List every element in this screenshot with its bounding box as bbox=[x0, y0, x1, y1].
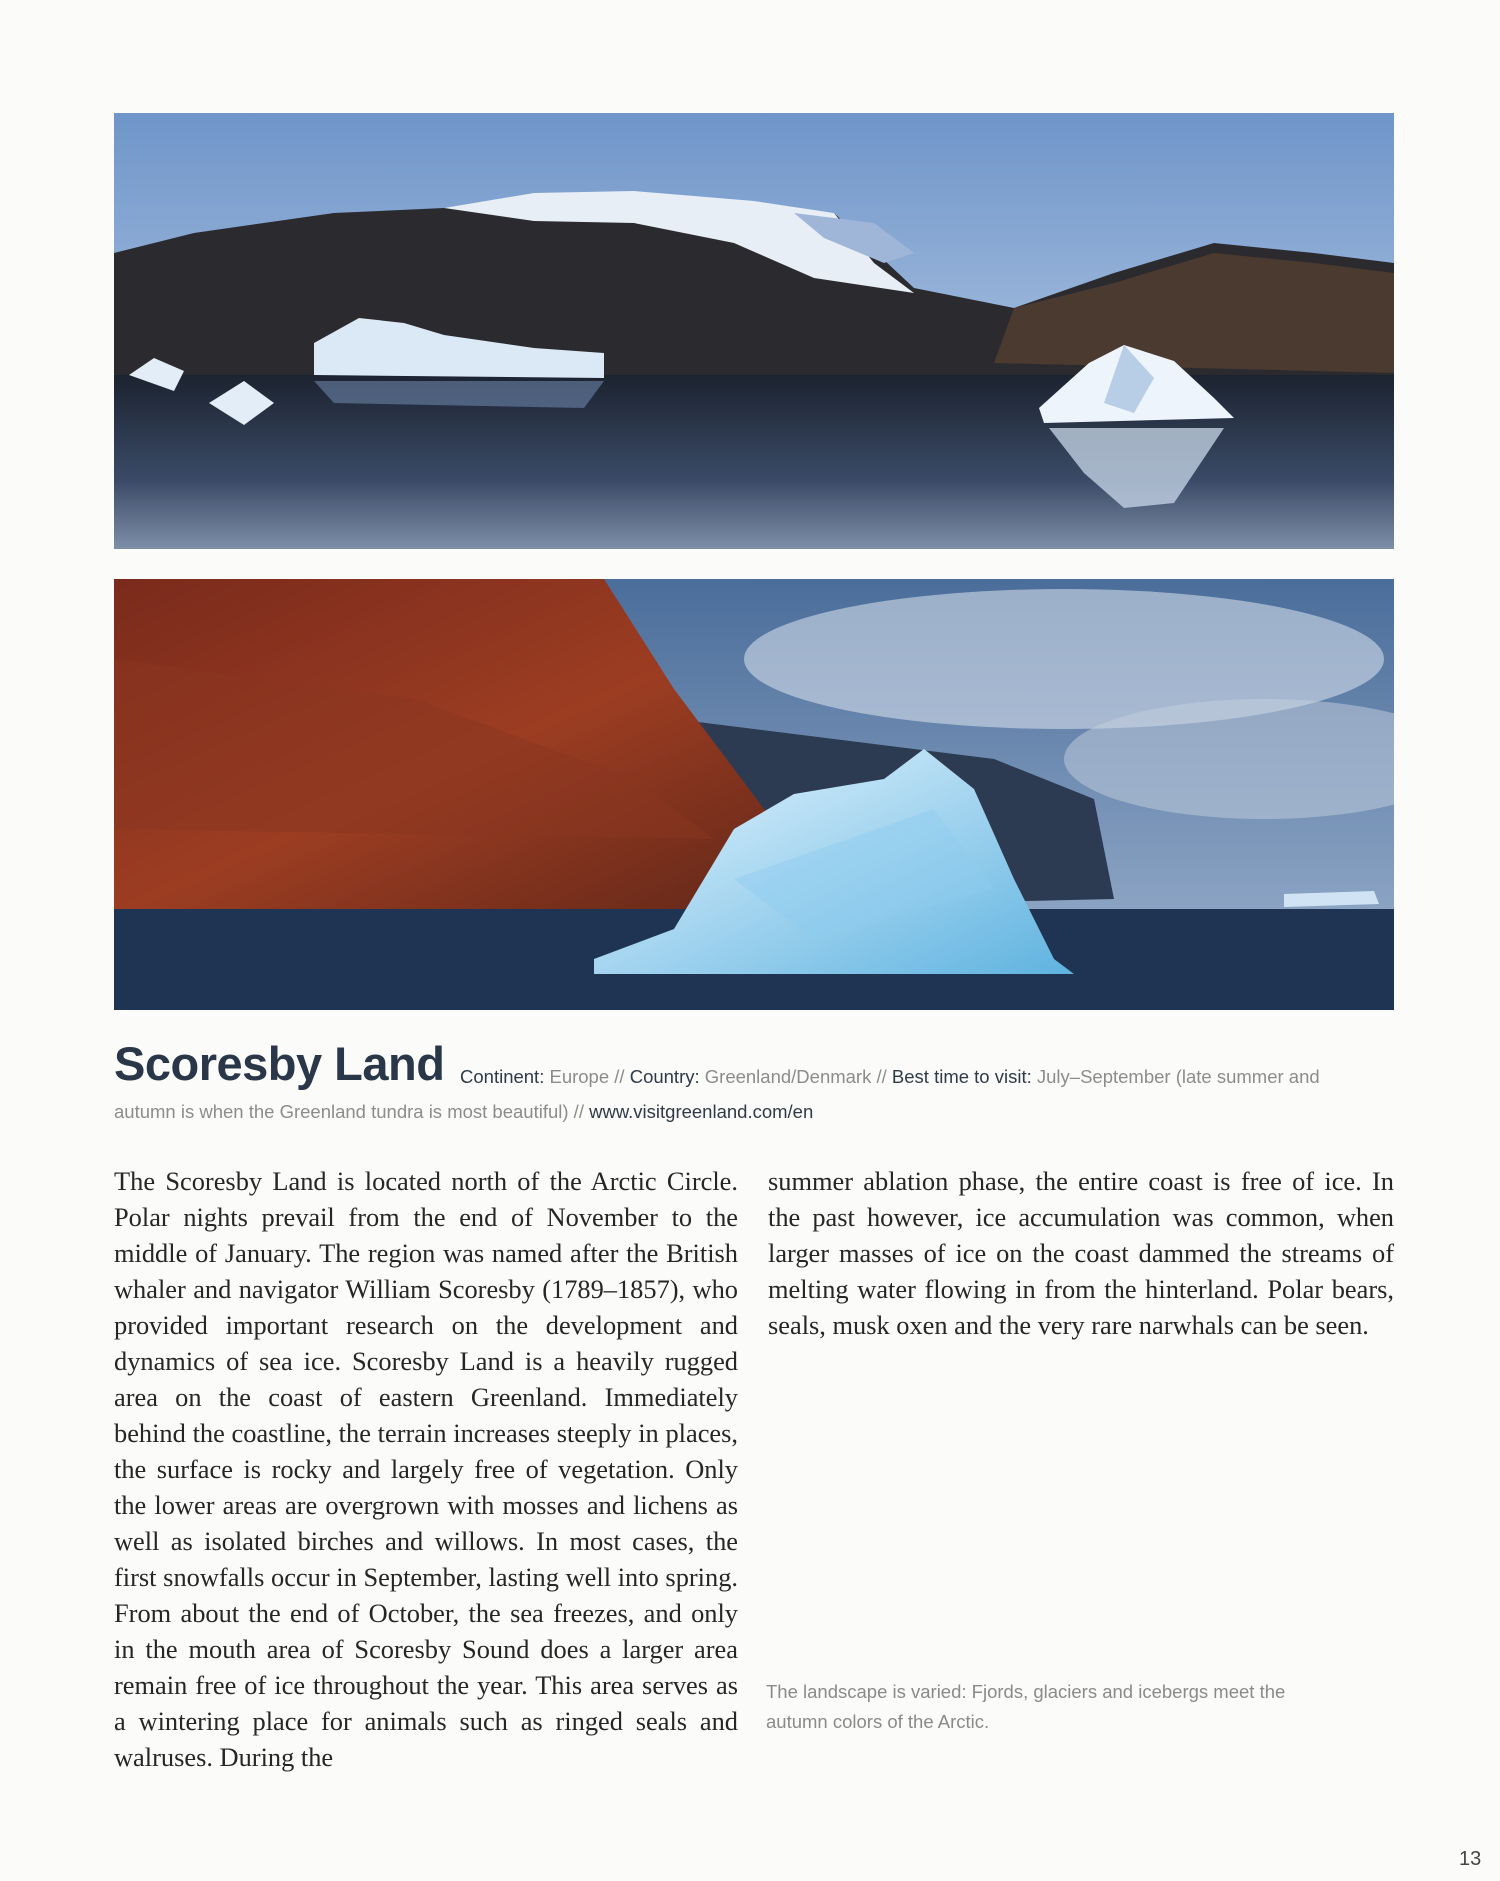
article-meta-line-2 bbox=[114, 1101, 1394, 1123]
country-value: Greenland/Denmark // bbox=[704, 1066, 887, 1087]
body-text-left-column: The Scoresby Land is located north of the Arctic Circle. Polar nights prevail from the end of November to the middle of January. The region was named after the British whaler and navigator William Scoresby (1789–1857), who provided important research on the development and dynamics of sea ice. Scoresby Land is a heavily rugged area on the coast of eastern Greenland. Immediately behind the coastline, the terrain increases steeply in places, the surface is rocky and largely free of vegetation. Only the lower areas are overgrown with mosses and lichens as well as isolated birches and willows. In most cases, the first snowfalls occur in September, lasting well into spring. From about the end of October, the sea freezes, and only in the mouth area of Scoresby Sound does a larger area remain free of ice throughout the year. This area serves as a wintering place for animals such as ringed seals and walruses. During the bbox=[114, 1166, 738, 1772]
body-text-right-column: summer ablation phase, the entire coast is free of ice. In the past however, ice accumulation was common, when larger masses of ice on the coast dammed the streams of melting water flowing in from the hinterland. Polar bears, seals, musk oxen and the very rare narwhals can be seen. bbox=[768, 1166, 1394, 1340]
best-time-value: July–September (late summer and bbox=[1036, 1066, 1320, 1087]
photo-fjord-icebergs bbox=[114, 113, 1394, 549]
article-title: Scoresby Land bbox=[114, 1037, 445, 1090]
page-number: 13 bbox=[1459, 1848, 1482, 1870]
country-label: Country: bbox=[629, 1066, 700, 1087]
article-meta-line-1 bbox=[460, 1066, 1400, 1088]
best-time-label: Best time to visit: bbox=[891, 1066, 1032, 1087]
photo-iceberg-red-cliff bbox=[114, 579, 1394, 1010]
best-time-value-cont: autumn is when the Greenland tundra is most beautiful) // bbox=[114, 1101, 584, 1122]
website-link[interactable]: www.visitgreenland.com/en bbox=[589, 1101, 814, 1122]
photo-caption: The landscape is varied: Fjords, glaciers and icebergs meet the autumn colors of the Arctic. bbox=[766, 1681, 1286, 1732]
continent-value: Europe // bbox=[549, 1066, 625, 1087]
continent-label: Continent: bbox=[460, 1066, 545, 1087]
